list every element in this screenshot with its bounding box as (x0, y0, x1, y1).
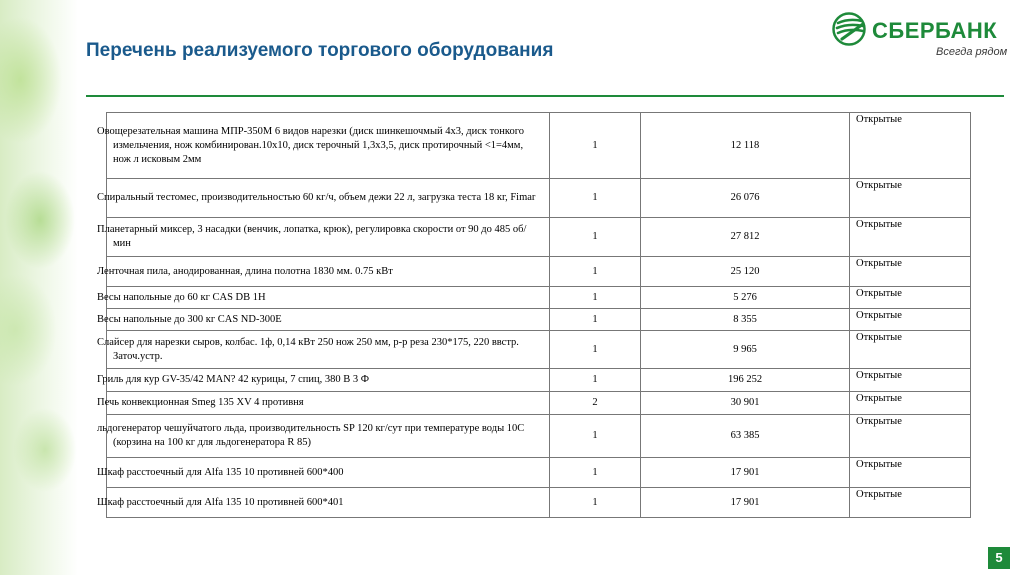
equipment-name: Печь конвекционная Smeg 135 XV 4 противня (107, 392, 550, 415)
equipment-name: Весы напольные до 300 кг CAS ND-300E (107, 309, 550, 331)
equipment-price: 30 901 (641, 392, 850, 415)
equipment-price: 26 076 (641, 179, 850, 218)
equipment-name: льдогенератор чешуйчатого льда, производительность SP 120 кг/сут при температуре воды 10С (корзина на 100 кг для льдогенератора R 85) (107, 415, 550, 458)
equipment-price: 8 355 (641, 309, 850, 331)
equipment-price: 12 118 (641, 113, 850, 179)
equipment-price: 25 120 (641, 257, 850, 287)
equipment-quantity: 1 (550, 309, 641, 331)
equipment-type: Открытые (850, 488, 971, 518)
equipment-type: Открытые (850, 415, 971, 458)
table-row (107, 257, 971, 287)
equipment-quantity: 2 (550, 392, 641, 415)
equipment-name: Гриль для кур GV-35/42 MAN? 42 курицы, 7 спиц, 380 В 3 Ф (107, 369, 550, 392)
equipment-name: Шкаф расстоечный для Alfa 135 10 противней 600*401 (107, 488, 550, 518)
equipment-quantity: 1 (550, 369, 641, 392)
equipment-price: 27 812 (641, 218, 850, 257)
page-title: Перечень реализуемого торгового оборудования (86, 40, 554, 61)
equipment-quantity: 1 (550, 331, 641, 369)
table-row (107, 309, 971, 331)
equipment-name: Слайсер для нарезки сыров, колбас. 1ф, 0,14 кВт 250 нож 250 мм, р-р реза 230*175, 220 ввстр. Заточ.устр. (107, 331, 550, 369)
equipment-type: Открытые (850, 369, 971, 392)
table-row (107, 113, 971, 179)
equipment-quantity: 1 (550, 218, 641, 257)
equipment-quantity: 1 (550, 113, 641, 179)
equipment-type: Открытые (850, 331, 971, 369)
equipment-type: Открытые (850, 179, 971, 218)
equipment-name: Шкаф расстоечный для Alfa 135 10 противней 600*400 (107, 458, 550, 488)
title-divider (86, 95, 1004, 97)
table-row (107, 218, 971, 257)
table-row (107, 458, 971, 488)
equipment-name: Планетарный миксер, 3 насадки (венчик, лопатка, крюк), регулировка скорости от 90 до 485 об/мин (107, 218, 550, 257)
equipment-type: Открытые (850, 113, 971, 179)
table-row (107, 369, 971, 392)
sberbank-logo (832, 10, 1007, 60)
sberbank-logo-icon (832, 12, 866, 46)
logo-slogan: Всегда рядом (936, 46, 1008, 58)
equipment-type: Открытые (850, 287, 971, 309)
equipment-name: Весы напольные до 60 кг CAS DB 1H (107, 287, 550, 309)
equipment-price: 63 385 (641, 415, 850, 458)
equipment-quantity: 1 (550, 458, 641, 488)
table-row (107, 488, 971, 518)
decorative-leaf-background (0, 0, 78, 575)
logo-name: СБЕРБАНК (872, 18, 998, 43)
page-number-badge: 5 (988, 547, 1010, 569)
equipment-price: 196 252 (641, 369, 850, 392)
table-row (107, 287, 971, 309)
equipment-quantity: 1 (550, 257, 641, 287)
table-row (107, 415, 971, 458)
equipment-type: Открытые (850, 218, 971, 257)
equipment-name: Ленточная пила, анодированная, длина полотна 1830 мм. 0.75 кВт (107, 257, 550, 287)
equipment-quantity: 1 (550, 488, 641, 518)
equipment-quantity: 1 (550, 415, 641, 458)
equipment-quantity: 1 (550, 179, 641, 218)
equipment-type: Открытые (850, 257, 971, 287)
table-row (107, 179, 971, 218)
equipment-price: 5 276 (641, 287, 850, 309)
equipment-quantity: 1 (550, 287, 641, 309)
table-row (107, 331, 971, 369)
equipment-table (97, 112, 971, 518)
equipment-price: 9 965 (641, 331, 850, 369)
equipment-price: 17 901 (641, 458, 850, 488)
equipment-type: Открытые (850, 309, 971, 331)
equipment-price: 17 901 (641, 488, 850, 518)
equipment-type: Открытые (850, 392, 971, 415)
table-row (107, 392, 971, 415)
equipment-type: Открытые (850, 458, 971, 488)
equipment-name: Спиральный тестомес, производительностью 60 кг/ч, объем дежи 22 л, загрузка теста 18 кг, Fimar (107, 179, 550, 218)
equipment-name: Овощерезательная машина МПР-350М 6 видов нарезки (диск шинкешочмый 4х3, диск тонкого измельчения, нож комбинирован.10х10, диск терочный 1,3х3,5, диск протирочный <1=4мм, нож л исковым 2мм (107, 113, 550, 179)
